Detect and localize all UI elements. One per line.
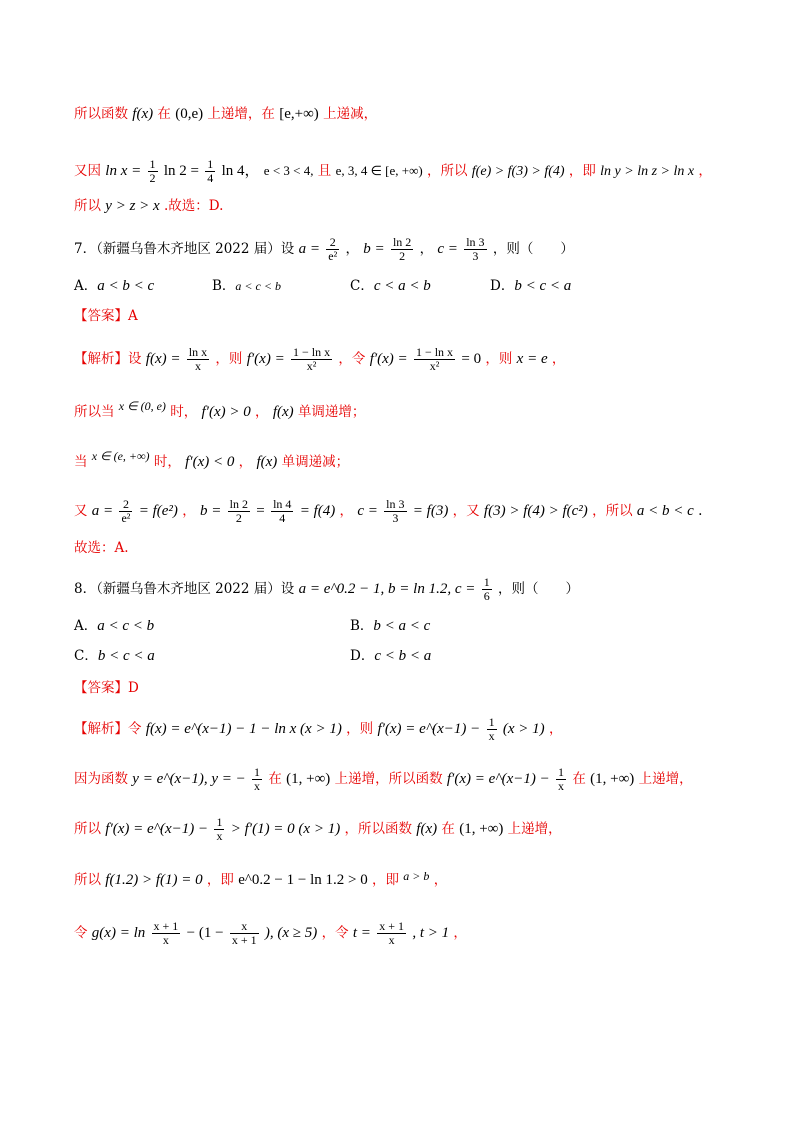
math: f′(x) < 0: [185, 454, 235, 470]
numerator: 1: [207, 157, 214, 171]
option-label: B．: [350, 618, 374, 634]
text: .故选：D.: [164, 198, 224, 214]
math: ), (x ≥ 5): [264, 925, 318, 941]
text: 单调递增；: [297, 404, 366, 420]
text: ，: [548, 721, 563, 737]
fraction: [556, 766, 566, 793]
math: a < b < c: [636, 503, 694, 519]
fraction: [187, 346, 209, 373]
numerator: 1: [149, 157, 156, 171]
denominator: x: [216, 829, 223, 843]
numerator: 1: [483, 575, 490, 589]
math: a =: [91, 503, 114, 519]
option-value: a < c < b: [235, 279, 281, 293]
option-c: [350, 276, 431, 296]
math: e^0.2 − 1 − ln 1.2 > 0: [238, 872, 368, 888]
math: b =: [363, 241, 385, 257]
text: ，: [345, 241, 359, 257]
text: 令: [74, 925, 88, 941]
denominator: x: [254, 779, 261, 793]
fraction: [148, 158, 158, 185]
denominator: x: [162, 933, 169, 947]
math: ln y > ln z > ln x: [600, 164, 695, 179]
math: f(x) = e^(x−1) − 1 − ln x (x > 1): [145, 721, 342, 737]
option-value: b < c < a: [97, 648, 155, 664]
numerator: 1 − ln x: [292, 345, 331, 359]
numerator: ln 2: [229, 497, 248, 511]
fraction: [271, 498, 293, 525]
math: g(x) = ln: [91, 925, 146, 941]
math: (0,e): [175, 106, 204, 122]
text: ，: [433, 872, 448, 888]
option-label: A．: [74, 618, 98, 634]
text: 又: [74, 503, 88, 519]
option-d: [350, 646, 431, 666]
text: 又因: [74, 163, 101, 179]
option-c: [74, 646, 155, 666]
numerator: 2: [326, 236, 339, 250]
math: f′(x) = e^(x−1) −: [377, 721, 481, 737]
question-text: 8．（新疆乌鲁木齐地区 2022 届）设: [74, 581, 295, 597]
option-value: b < a < c: [373, 618, 431, 634]
text: 当: [74, 454, 88, 470]
answer-7: 【答案】A: [74, 308, 138, 324]
math: f′(x) =: [246, 351, 285, 367]
text: ，: [238, 454, 253, 470]
analysis-8-line-1: [74, 716, 760, 743]
math: x ∈ (0, e): [118, 399, 166, 413]
text: 所以当: [74, 404, 115, 420]
text: 且: [317, 163, 332, 179]
denominator: x²: [429, 359, 440, 373]
fraction: [464, 236, 486, 263]
math: = f(4): [299, 503, 336, 519]
math: x = e: [516, 351, 548, 367]
option-b: [212, 276, 281, 296]
question-8: [74, 576, 760, 603]
option-value: c < a < b: [373, 278, 431, 294]
math: c =: [437, 241, 458, 257]
math: f(x) =: [145, 351, 181, 367]
math: t =: [352, 925, 371, 941]
math: = f(3): [412, 503, 449, 519]
numerator: ln 3: [466, 235, 485, 249]
solution-line-2: [74, 158, 760, 185]
text: 在: [157, 106, 171, 122]
math: e < 3 < 4,: [263, 163, 314, 178]
fraction: [252, 766, 262, 793]
text: 时，: [170, 404, 198, 420]
denominator: 3: [472, 249, 479, 263]
math: f′(x) > 0: [201, 404, 251, 420]
analysis-8-line-4: [74, 866, 760, 890]
denominator: x: [194, 359, 201, 373]
option-a: [74, 616, 154, 636]
text: 所以: [74, 198, 101, 214]
math: x ∈ (e, +∞): [91, 449, 150, 463]
text: 在: [441, 821, 455, 837]
option-label: B．: [212, 278, 236, 294]
text: ，即: [568, 163, 596, 179]
text: ，即: [372, 872, 399, 888]
analysis-7-line-3: [74, 446, 760, 472]
denominator: 4: [279, 511, 286, 525]
analysis-8-line-2: [74, 766, 760, 793]
denominator: e²: [328, 249, 338, 263]
fraction: [152, 920, 181, 947]
math: , t > 1: [412, 925, 450, 941]
math: (1, +∞): [590, 771, 635, 787]
answer-8: 【答案】D: [74, 680, 139, 696]
solution-line-1: [74, 104, 760, 124]
math: y = e^(x−1), y = −: [132, 771, 246, 787]
numerator: x + 1: [153, 919, 179, 933]
analysis-7-line-2: [74, 396, 760, 422]
option-value: b < c < a: [514, 278, 572, 294]
math: (x > 1): [502, 721, 545, 737]
math: ln 4，: [221, 163, 260, 179]
text: 所以: [74, 872, 101, 888]
option-label: D．: [350, 648, 375, 664]
text: 所以函数: [74, 106, 128, 122]
option-label: A．: [74, 278, 98, 294]
fraction: [326, 236, 339, 263]
text: 上递增，在: [207, 106, 275, 122]
denominator: 4: [207, 171, 214, 185]
numerator: 2: [119, 498, 132, 512]
fraction: [482, 576, 492, 603]
math: b =: [199, 503, 222, 519]
question-text: 7．（新疆乌鲁木齐地区 2022 届）设: [74, 241, 295, 257]
fraction: [119, 498, 132, 525]
math: [e,+∞): [279, 106, 319, 122]
question-7: [74, 236, 760, 263]
numerator: 1: [558, 765, 565, 779]
text: ，: [339, 503, 354, 519]
text: ，令: [321, 925, 349, 941]
analysis-8-line-5: [74, 920, 760, 947]
text: 时，: [153, 454, 181, 470]
math: f(e) > f(3) > f(4): [471, 164, 565, 179]
numerator: 1: [254, 765, 261, 779]
text: 【解析】设: [74, 351, 142, 367]
text: ，则: [346, 721, 374, 737]
numerator: 1: [488, 715, 495, 729]
fraction: [205, 158, 215, 185]
analysis-7-line-4: [74, 498, 760, 525]
fraction: [487, 716, 497, 743]
text: ，: [698, 163, 712, 179]
solution-line-3: [74, 196, 760, 216]
denominator: x: [558, 779, 565, 793]
text: ，则: [215, 351, 243, 367]
math: c =: [357, 503, 378, 519]
denominator: e²: [121, 511, 131, 525]
option-value: a < c < b: [97, 618, 155, 634]
fraction: [230, 920, 259, 947]
text: 【解析】令: [74, 721, 142, 737]
math: (1, +∞): [286, 771, 331, 787]
numerator: 1 − ln x: [415, 345, 454, 359]
math: a =: [298, 241, 320, 257]
text: ，则（ ）: [492, 241, 574, 257]
option-value: c < b < a: [374, 648, 432, 664]
fraction: [391, 236, 413, 263]
text: 在: [572, 771, 586, 787]
math: ln 2 =: [163, 163, 199, 179]
text: ，令: [338, 351, 366, 367]
option-value: a < b < c: [97, 278, 155, 294]
text: 因为函数: [74, 771, 128, 787]
analysis-8-line-3: [74, 816, 760, 843]
math: f′(x) =: [369, 351, 408, 367]
math: f(x): [256, 454, 278, 470]
math: a = e^0.2 − 1, b = ln 1.2, c =: [298, 581, 476, 597]
fraction: [414, 346, 455, 373]
text: ，所以: [427, 163, 468, 179]
math: f(x): [416, 821, 438, 837]
text: 在: [268, 771, 282, 787]
numerator: x: [230, 920, 259, 934]
math: f′(x) = e^(x−1) −: [446, 771, 550, 787]
fraction: [384, 498, 406, 525]
denominator: 2: [235, 511, 242, 525]
math: > f′(1) = 0 (x > 1): [230, 821, 341, 837]
numerator: ln 3: [386, 497, 405, 511]
denominator: 3: [392, 511, 399, 525]
fraction: [377, 920, 406, 947]
denominator: x + 1: [231, 933, 257, 947]
fraction: [228, 498, 250, 525]
math: − (1 −: [186, 925, 224, 941]
numerator: ln 4: [273, 497, 292, 511]
math: e, 3, 4 ∈ [e, +∞): [335, 163, 423, 178]
denominator: 2: [149, 171, 156, 185]
text: 单调递减；: [281, 454, 350, 470]
option-label: C．: [74, 648, 98, 664]
option-d: [490, 276, 571, 296]
text: ，即: [206, 872, 234, 888]
numerator: x + 1: [379, 919, 405, 933]
text: 上递增，: [638, 771, 693, 787]
numerator: 1: [216, 815, 223, 829]
math: (1, +∞): [459, 821, 504, 837]
fraction: [214, 816, 224, 843]
denominator: 2: [399, 249, 406, 263]
analysis-7-conclusion: 故选：A.: [74, 540, 129, 556]
analysis-7-line-1: [74, 346, 760, 373]
math: =: [256, 503, 265, 519]
numerator: ln 2: [392, 235, 412, 249]
math: ln x =: [105, 163, 142, 179]
math: f′(x) = e^(x−1) −: [105, 821, 209, 837]
text: ，: [453, 925, 467, 941]
denominator: 6: [483, 589, 490, 603]
denominator: x: [488, 729, 495, 743]
text: 上递增，所以函数: [334, 771, 443, 787]
math: f(x): [272, 404, 294, 420]
fraction: [291, 346, 332, 373]
text: ，: [182, 503, 196, 519]
text: ，所以函数: [344, 821, 412, 837]
text: ，则（ ）: [497, 581, 579, 597]
math: a > b: [403, 869, 430, 883]
text: .: [698, 503, 703, 519]
text: ，: [551, 351, 566, 367]
math: y > z > x: [105, 198, 160, 214]
text: 上递增，: [507, 821, 562, 837]
text: ，: [419, 241, 434, 257]
text: 所以: [74, 821, 101, 837]
text: ，: [255, 404, 269, 420]
option-a: [74, 276, 154, 296]
math: = 0: [461, 351, 482, 367]
math: f(1.2) > f(1) = 0: [105, 872, 203, 888]
math: f(3) > f(4) > f(c²): [483, 503, 588, 519]
numerator: ln x: [188, 345, 208, 359]
denominator: x²: [306, 359, 317, 373]
option-label: D．: [490, 278, 515, 294]
math: = f(e²): [138, 503, 178, 519]
text: 上递减，: [323, 106, 378, 122]
text: ，又: [452, 503, 480, 519]
math: f(x): [132, 106, 154, 122]
option-label: C．: [350, 278, 374, 294]
option-b: [350, 616, 430, 636]
denominator: x: [388, 933, 395, 947]
text: ，则: [485, 351, 513, 367]
text: ，所以: [592, 503, 633, 519]
